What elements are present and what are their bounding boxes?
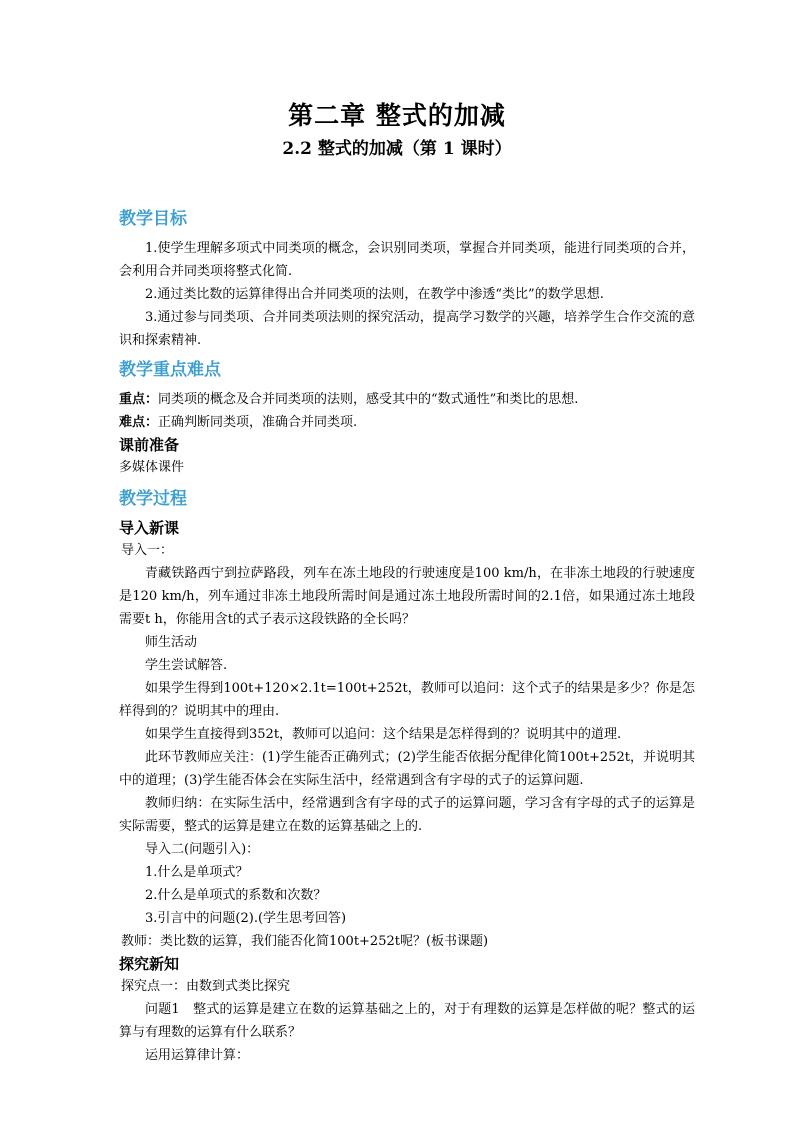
preparation-text: 多媒体课件 bbox=[119, 460, 185, 475]
intro-paragraph-11: 2.什么是单项式的系数和次数？ bbox=[145, 888, 327, 903]
lesson-subtitle: 2.2 整式的加减（第 1 课时） bbox=[282, 139, 512, 159]
intro-paragraph-2: 青藏铁路西宁到拉萨路段，列车在冻土地段的行驶速度是100 km/h，在非冻土地段的行驶速度是120 km/h，列车通过非冻土地段所需时间是通过冻土地段所需时间的2.1倍，如果通过冻土地段需要t h，你能用含t的式子表示这段铁路的全长吗？ bbox=[119, 566, 695, 627]
explore-paragraph-3: 运用运算律计算： bbox=[145, 1048, 250, 1063]
intro-paragraph-7: 此环节教师应关注：(1)学生能否正确列式；(2)学生能否依据分配律化简100t+252t，并说明其中的道理；(3)学生能否体会在实际生活中，经常遇到含有字母的式子的运算问题. bbox=[119, 750, 695, 788]
intro-paragraph-4: 学生尝试解答. bbox=[145, 658, 228, 673]
difficulty-text: 正确判断同类项，准确合并同类项. bbox=[158, 415, 358, 430]
explore-paragraph-2: 问题1 整式的运算是建立在数的运算基础之上的，对于有理数的运算是怎样做的呢？整式的运算与有理数的运算有什么联系？ bbox=[119, 1002, 695, 1040]
chapter-title: 第二章 整式的加减 bbox=[288, 101, 506, 130]
explore-paragraph-1: 探究点一：由数到式类比探究 bbox=[121, 979, 291, 994]
intro-paragraph-8: 教师归纳：在实际生活中，经常遇到含有字母的式子的运算问题，学习含有字母的式子的运算是实际需要，整式的运算是建立在数的运算基础之上的. bbox=[119, 796, 695, 834]
explore-heading: 探究新知 bbox=[119, 955, 180, 973]
intro-paragraph-13: 教师：类比数的运算，我们能否化简100t+252t呢？(板书课题) bbox=[121, 934, 489, 949]
focus-label: 重点： bbox=[119, 392, 159, 407]
intro-paragraph-12: 3.引言中的问题(2).(学生思考回答) bbox=[145, 911, 347, 926]
intro-heading: 导入新课 bbox=[119, 519, 180, 537]
process-heading: 教学过程 bbox=[119, 489, 187, 509]
intro-paragraph-3: 师生活动 bbox=[145, 635, 198, 650]
difficulty-paragraph bbox=[119, 411, 695, 434]
objectives-heading: 教学目标 bbox=[119, 209, 187, 229]
intro-paragraph-1: 导入一： bbox=[121, 543, 174, 558]
preparation-heading: 课前准备 bbox=[119, 436, 180, 454]
focus-text: 同类项的概念及合并同类项的法则，感受其中的“数式通性”和类比的思想. bbox=[158, 392, 579, 407]
focus-paragraph bbox=[119, 388, 695, 411]
difficulty-label: 难点： bbox=[119, 415, 159, 430]
key-points-heading: 教学重点难点 bbox=[119, 360, 221, 380]
intro-paragraph-6: 如果学生直接得到352t，教师可以追问：这个结果是怎样得到的？说明其中的道理. bbox=[145, 727, 622, 742]
objective-item-2: 2.通过类比数的运算律得出合并同类项的法则，在教学中渗透“类比”的数学思想. bbox=[145, 287, 604, 302]
intro-paragraph-10: 1.什么是单项式？ bbox=[145, 865, 249, 880]
intro-paragraph-9: 导入二(问题引入)： bbox=[145, 842, 260, 857]
document-body bbox=[119, 205, 695, 1067]
objective-item-1: 1.使学生理解多项式中同类项的概念，会识别同类项，掌握合并同类项，能进行同类项的合并，会利用合并同类项将整式化简. bbox=[119, 241, 695, 279]
intro-paragraph-5: 如果学生得到100t+120×2.1t=100t+252t，教师可以追问：这个式子的结果是多少？你是怎样得到的？说明其中的理由. bbox=[119, 681, 695, 719]
objective-item-3: 3.通过参与同类项、合并同类项法则的探究活动，提高学习数学的兴趣，培养学生合作交流的意识和探索精神. bbox=[119, 310, 695, 348]
